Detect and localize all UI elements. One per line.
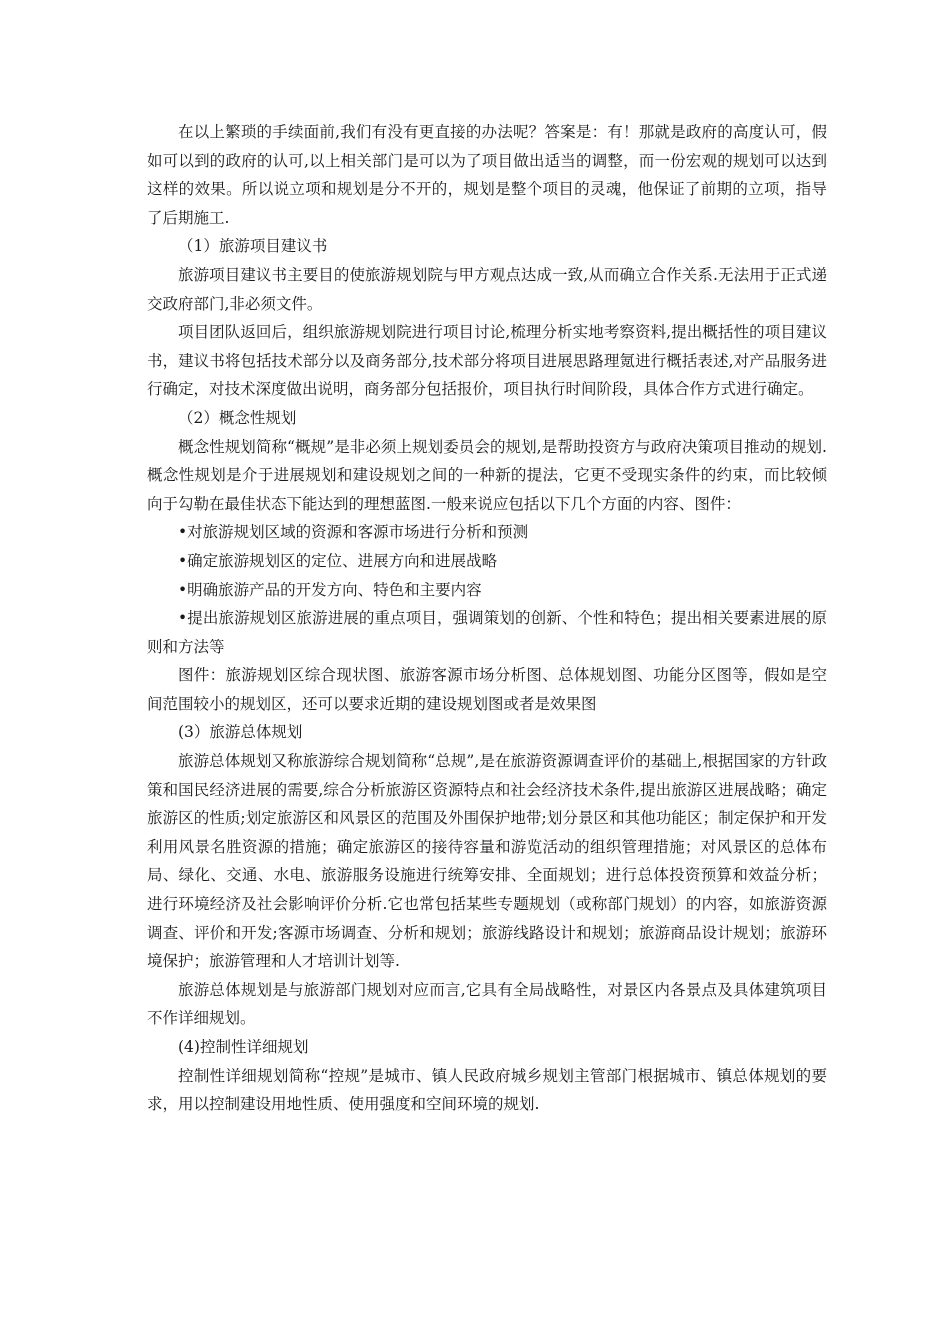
- paragraph-master-plan: 旅游总体规划又称旅游综合规划简称“总规”,是在旅游资源调查评价的基础上,根据国家的方针政策和国民经济进展的需要,综合分析旅游区资源特点和社会经济技术条件,提出旅游区进展战略；确定旅游区的性质;划定旅游区和风景区的范围及外围保护地带;划分景区和其他功能区；制定保护和开发利用风景名胜资源的措施；确定旅游区的接待容量和游览活动的组织管理措施；对风景区的总体布局、绿化、交通、水电、旅游服务设施进行统筹安排、全面规划；进行总体投资预算和效益分析；进行环境经济及社会影响评价分析.它也常包括某些专题规划（或称部门规划）的内容，如旅游资源调查、评价和开发;客源市场调查、分析和规划；旅游线路设计和规划；旅游商品设计规划；旅游环境保护；旅游管理和人才培训计划等.: [147, 752, 827, 971]
- paragraph-proposal-purpose: 旅游项目建议书主要目的使旅游规划院与甲方观点达成一致,从而确立合作关系.无法用于正式递交政府部门,非必须文件。: [147, 265, 827, 313]
- heading-master-plan: (3）旅游总体规划: [178, 723, 303, 742]
- paragraph-master-plan-scope: 旅游总体规划是与旅游部门规划对应而言,它具有全局战略性，对景区内各景点及具体建筑项目不作详细规划。: [147, 980, 827, 1028]
- paragraph-regulatory-plan: 控制性详细规划简称“控规”是城市、镇人民政府城乡规划主管部门根据城市、镇总体规划的要求，用以控制建设用地性质、使用强度和空间环境的规划.: [147, 1066, 827, 1114]
- paragraph-proposal-process: 项目团队返回后，组织旅游规划院进行项目讨论,梳理分析实地考察资料,提出概括性的项目建议书，建议书将包括技术部分以及商务部分,技术部分将项目进展思路理氪进行概括表述,对产品服务进行确定，对技术深度做出说明，商务部分包括报价，项目执行时间阶段，具体合作方式进行确定。: [147, 323, 827, 399]
- bullet-item: •提出旅游规划区旅游进展的重点项目，强调策划的创新、个性和特色；提出相关要素进展的原则和方法等: [147, 609, 827, 656]
- paragraph-drawings: 图件：旅游规划区综合现状图、旅游客源市场分析图、总体规划图、功能分区图等，假如是空间范围较小的规划区，还可以要求近期的建设规划图或者是效果图: [147, 666, 827, 713]
- paragraph-concept-plan: 概念性规划简称“概规”是非必须上规划委员会的规划,是帮助投资方与政府决策项目推动的规划.概念性规划是介于进展规划和建设规划之间的一种新的提法，它更不受现实条件的约束，而比较倾向于勾勒在最佳状态下能达到的理想蓝图.一般来说应包括以下几个方面的内容、图件：: [147, 437, 827, 513]
- bullet-item: •明确旅游产品的开发方向、特色和主要内容: [178, 580, 482, 599]
- heading-concept-plan: （2）概念性规划: [178, 408, 297, 427]
- heading-project-proposal: （1）旅游项目建议书: [178, 237, 328, 256]
- document-body: [147, 118, 827, 1119]
- bullet-item: •对旅游规划区域的资源和客源市场进行分析和预测: [178, 523, 529, 542]
- heading-regulatory-plan: (4)控制性详细规划: [178, 1038, 309, 1056]
- bullet-item: •确定旅游规划区的定位、进展方向和进展战略: [178, 551, 498, 570]
- paragraph-intro: 在以上繁琐的手续面前,我们有没有更直接的办法呢？答案是：有！那就是政府的高度认可，假如可以到的政府的认可,以上相关部门是可以为了项目做出适当的调整，而一份宏观的规划可以达到这样的效果。所以说立项和规划是分不开的，规划是整个项目的灵魂，他保证了前期的立项，指导了后期施工.: [147, 123, 827, 227]
